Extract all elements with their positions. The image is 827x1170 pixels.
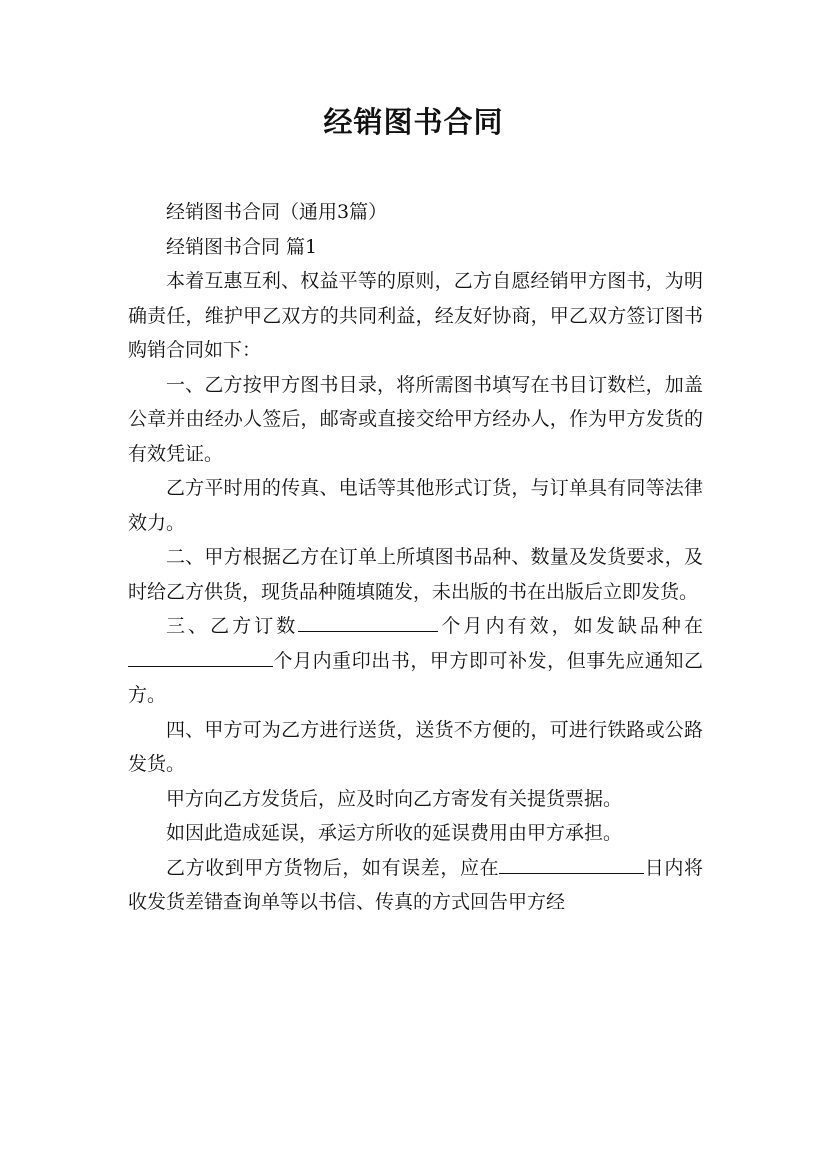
paragraph-3: 乙方平时用的传真、电话等其他形式订货，与订单具有同等法律效力。 <box>128 477 703 534</box>
blank-line <box>128 648 273 666</box>
blank-line <box>499 855 644 873</box>
subtitle: 经销图书合同（通用3篇） <box>166 201 388 223</box>
paragraph-5-part-b: 个月内有效，如发缺品种在 <box>438 615 703 637</box>
paragraph-5-part-a: 三、乙方订数 <box>166 615 299 637</box>
document-body <box>128 195 703 920</box>
paragraph-2: 一、乙方按甲方图书目录，将所需图书填写在书目订数栏，加盖公章并由经办人签后，邮寄或直接交给甲方经办人，作为甲方发货的有效凭证。 <box>128 373 703 465</box>
paragraph-8: 如因此造成延误，承运方所收的延误费用由甲方承担。 <box>166 822 623 844</box>
document-title: 经销图书合同 <box>323 105 504 139</box>
section-heading: 经销图书合同 篇1 <box>166 235 318 258</box>
paragraph-5-part-c: 个月内重印出书，甲方即可补发，但事先应通知乙方。 <box>128 649 703 706</box>
paragraph-1: 本着互惠互利、权益平等的原则，乙方自愿经销甲方图书，为明确责任，维护甲乙双方的共同利益，经友好协商，甲乙双方签订图书购销合同如下： <box>128 270 703 361</box>
paragraph-9 <box>128 851 703 920</box>
paragraph-6: 四、甲方可为乙方进行送货，送货不方便的，可进行铁路或公路发货。 <box>128 718 703 775</box>
blank-line <box>298 614 438 632</box>
paragraph-9-part-b: 日内将收发货差错查询单等以书信、传真的方式回告甲方经 <box>128 856 703 913</box>
paragraph-7: 甲方向乙方发货后，应及时向乙方寄发有关提货票据。 <box>166 787 623 810</box>
paragraph-4: 二、甲方根据乙方在订单上所填图书品种、数量及发货要求，及时给乙方供货，现货品种随填随发，未出版的书在出版后立即发货。 <box>128 546 703 603</box>
paragraph-9-part-a: 乙方收到甲方货物后，如有误差，应在 <box>166 856 500 879</box>
paragraph-5 <box>128 609 703 713</box>
